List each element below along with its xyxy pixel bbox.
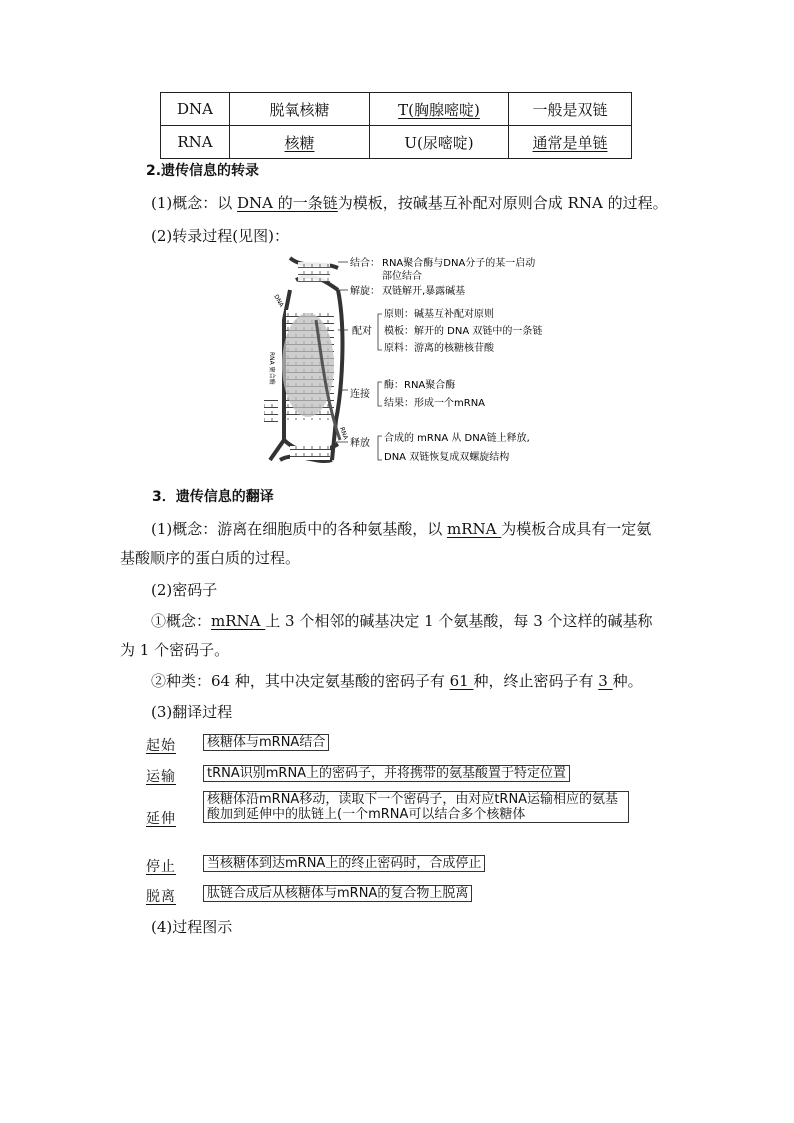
table-cell: DNA: [161, 93, 230, 126]
table-cell: [509, 126, 632, 159]
step-key: 起始: [146, 738, 176, 754]
unwind-text: 双链解开,暴露碱基: [382, 286, 466, 297]
step-elongation: [146, 808, 176, 828]
text: 为模板合成具有一定氨: [501, 520, 652, 538]
table-row: [161, 126, 632, 159]
unwind-key: 解旋：: [350, 286, 380, 297]
table-row: [161, 93, 632, 126]
release-line-2: DNA 双链恢复成双螺旋结构: [384, 452, 510, 463]
link-line-1: 酶：RNA聚合酶: [384, 380, 456, 391]
pair-line-2: 模板：解开的 DNA 双链中的一条链: [384, 326, 543, 337]
polymerase-label: RNA 聚合酶: [268, 352, 275, 385]
bind-key: 结合：: [350, 258, 380, 269]
text: ①概念：: [151, 612, 212, 630]
step-initiation-box: 核糖体与mRNA结合: [203, 734, 329, 751]
codon-heading: (2)密码子: [151, 581, 218, 599]
transcription-diagram: [260, 250, 550, 472]
section-heading-transcription: 2.遗传信息的转录: [146, 163, 260, 179]
codon-types: [151, 670, 643, 691]
rna-label: RNA: [338, 426, 350, 441]
link-line-2: 结果：形成一个mRNA: [384, 398, 486, 409]
pair-line-1: 原则：碱基互补配对原则: [384, 309, 494, 320]
text: 种，终止密码子有: [473, 672, 599, 690]
codon-concept-line-1: [151, 610, 653, 631]
bind-text-2: 部位结合: [382, 271, 422, 282]
step-key: 运输: [146, 769, 176, 785]
step-transport-box: tRNA识别mRNA上的密码子，并将携带的氨基酸置于特定位置: [203, 765, 570, 782]
figure-heading: (4)过程图示: [151, 918, 233, 936]
base-comparison-table: [160, 92, 632, 159]
underlined-answer: mRNA: [447, 520, 502, 538]
table-cell: U(尿嘧啶): [370, 126, 509, 159]
text: (1)概念：游离在细胞质中的各种氨基酸，以: [151, 520, 448, 538]
text: 种。: [612, 672, 643, 690]
underlined-answer: mRNA: [211, 612, 266, 630]
step-key: 脱离: [146, 889, 176, 905]
transcription-concept: [151, 192, 668, 213]
dna-label: DNA: [272, 293, 285, 309]
translation-concept-line-2: 基酸顺序的蛋白质的过程。: [120, 549, 301, 567]
underlined-answer: 3: [598, 672, 613, 690]
step-release: [146, 886, 176, 906]
release-line-1: 合成的 mRNA 从 DNA链上释放,: [384, 433, 530, 444]
table-cell-text: 通常是单链: [532, 133, 608, 152]
bind-text-1: RNA聚合酶与DNA分子的某一启动: [382, 258, 536, 269]
table-cell: [230, 126, 370, 159]
text: 为模板，按碱基互补配对原则合成 RNA 的过程。: [337, 194, 668, 212]
underlined-answer: 61: [449, 672, 474, 690]
pair-key: 配对: [352, 326, 372, 337]
table-cell: 一般是双链: [509, 93, 632, 126]
table-cell-text: 核糖: [284, 133, 315, 152]
table-cell: RNA: [161, 126, 230, 159]
step-release-box: 肽链合成后从核糖体与mRNA的复合物上脱离: [203, 885, 472, 902]
table-cell: [370, 93, 509, 126]
step-elongation-box: 核糖体沿mRNA移动，读取下一个密码子，由对应tRNA运输相应的氨基酸加到延伸中的肽链上(一个mRNA可以结合多个核糖体: [203, 791, 629, 823]
step-key: 停止: [146, 859, 176, 875]
text: 上 3 个相邻的碱基决定 1 个氨基酸，每 3 个这样的碱基称: [265, 612, 653, 630]
translation-process-heading: (3)翻译过程: [151, 703, 233, 721]
table-cell-text: T(胸腺嘧啶): [398, 100, 480, 119]
transcription-process-label: (2)转录过程(见图)：: [151, 227, 289, 245]
step-termination-box: 当核糖体到达mRNA上的终止密码时，合成停止: [203, 855, 485, 872]
link-key: 连接: [350, 389, 370, 400]
pair-line-3: 原料：游离的核糖核苷酸: [384, 343, 494, 354]
translation-concept-line-1: [151, 518, 651, 539]
underlined-answer: DNA 的一条链: [237, 194, 338, 212]
text: (1)概念：以: [151, 194, 238, 212]
section-heading-translation: 3．遗传信息的翻译: [152, 489, 274, 505]
text: ②种类：64 种，其中决定氨基酸的密码子有: [151, 672, 450, 690]
codon-concept-line-2: 为 1 个密码子。: [120, 641, 230, 659]
step-termination: [146, 856, 176, 876]
table-cell: 脱氧核糖: [230, 93, 370, 126]
step-transport: [146, 766, 176, 786]
step-initiation: [146, 735, 176, 755]
release-key: 释放: [350, 438, 370, 449]
step-key: 延伸: [146, 811, 176, 827]
